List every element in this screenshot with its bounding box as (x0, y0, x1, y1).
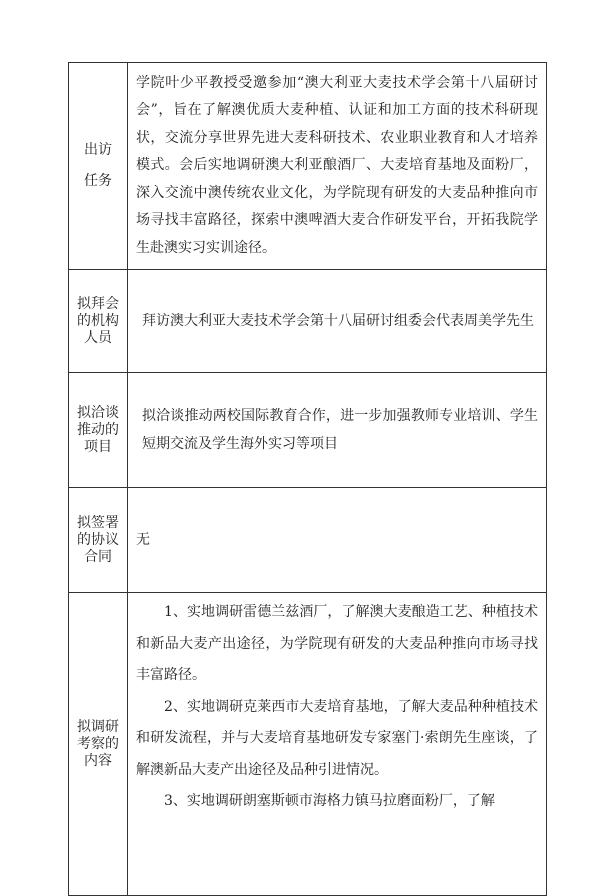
paragraph: 1、实地调研雷德兰兹酒厂，了解澳大麦酿造工艺、种植技术和新品大麦产出途径，为学院现有研发的大麦品种推向市场寻找丰富路径。 (136, 604, 538, 683)
paragraph: 无 (136, 532, 150, 548)
label-line: 人员 (84, 329, 112, 346)
label-line: 出访 (84, 142, 112, 158)
row-agreements (69, 488, 547, 593)
label-line: 拟拜会 (77, 295, 119, 312)
label-line: 拟调研 (77, 718, 119, 735)
paragraph: 拟洽谈推动两校国际教育合作，进一步加强教师专业培训、学生短期交流及学生海外实习等项目 (142, 408, 538, 452)
label-line: 合同 (84, 548, 112, 565)
content-meeting-persons (128, 270, 547, 373)
row-negotiation-projects (69, 373, 547, 488)
row-meeting-persons (69, 270, 547, 373)
row-visit-task (69, 63, 547, 270)
label-line: 内容 (84, 752, 112, 769)
label-line: 推动的 (77, 421, 119, 438)
label-negotiation-projects (69, 373, 128, 488)
label-agreements (69, 488, 128, 593)
label-line: 任务 (84, 173, 112, 189)
paragraph: 学院叶少平教授受邀参加“澳大利亚大麦技术学会第十八届研讨会”，旨在了解澳优质大麦种植、认证和加工方面的技术科研现状，交流分享世界先进大麦科研技术、农业职业教育和人才培养模式。会后实地调研澳大利亚酿酒厂、大麦培育基地及面粉厂，深入交流中澳传统农业文化，为学院现有研发的大麦品种推向市场寻找丰富路径，探索中澳啤酒大麦合作研发平台，开拓我院学生赴澳实习实训途径。 (136, 74, 538, 256)
row-research-content (69, 593, 547, 896)
label-line: 项目 (84, 438, 112, 455)
label-research-content (69, 593, 128, 896)
visit-plan-table (68, 62, 547, 896)
content-agreements (128, 488, 547, 593)
label-line: 考察的 (77, 735, 119, 752)
paragraph: 2、实地调研克莱西市大麦培育基地，了解大麦品种种植技术和研发流程，并与大麦培育基地研发专家塞门·索朗先生座谈，了解澳新品大麦产出途径及品种引进情况。 (136, 698, 538, 778)
content-negotiation-projects (128, 373, 547, 488)
content-research-content (128, 593, 547, 896)
label-meeting-persons (69, 270, 128, 373)
label-line: 拟签署 (77, 514, 119, 531)
label-line: 拟洽谈 (77, 404, 119, 421)
label-visit-task (69, 63, 128, 270)
label-line: 的协议 (77, 531, 119, 548)
label-line: 的机构 (77, 312, 119, 329)
paragraph: 3、实地调研朗塞斯顿市海格力镇马拉磨面粉厂，了解 (164, 793, 495, 809)
content-visit-task (128, 63, 547, 270)
paragraph: 拜访澳大利亚大麦技术学会第十八届研讨组委会代表周美学先生 (142, 313, 534, 329)
